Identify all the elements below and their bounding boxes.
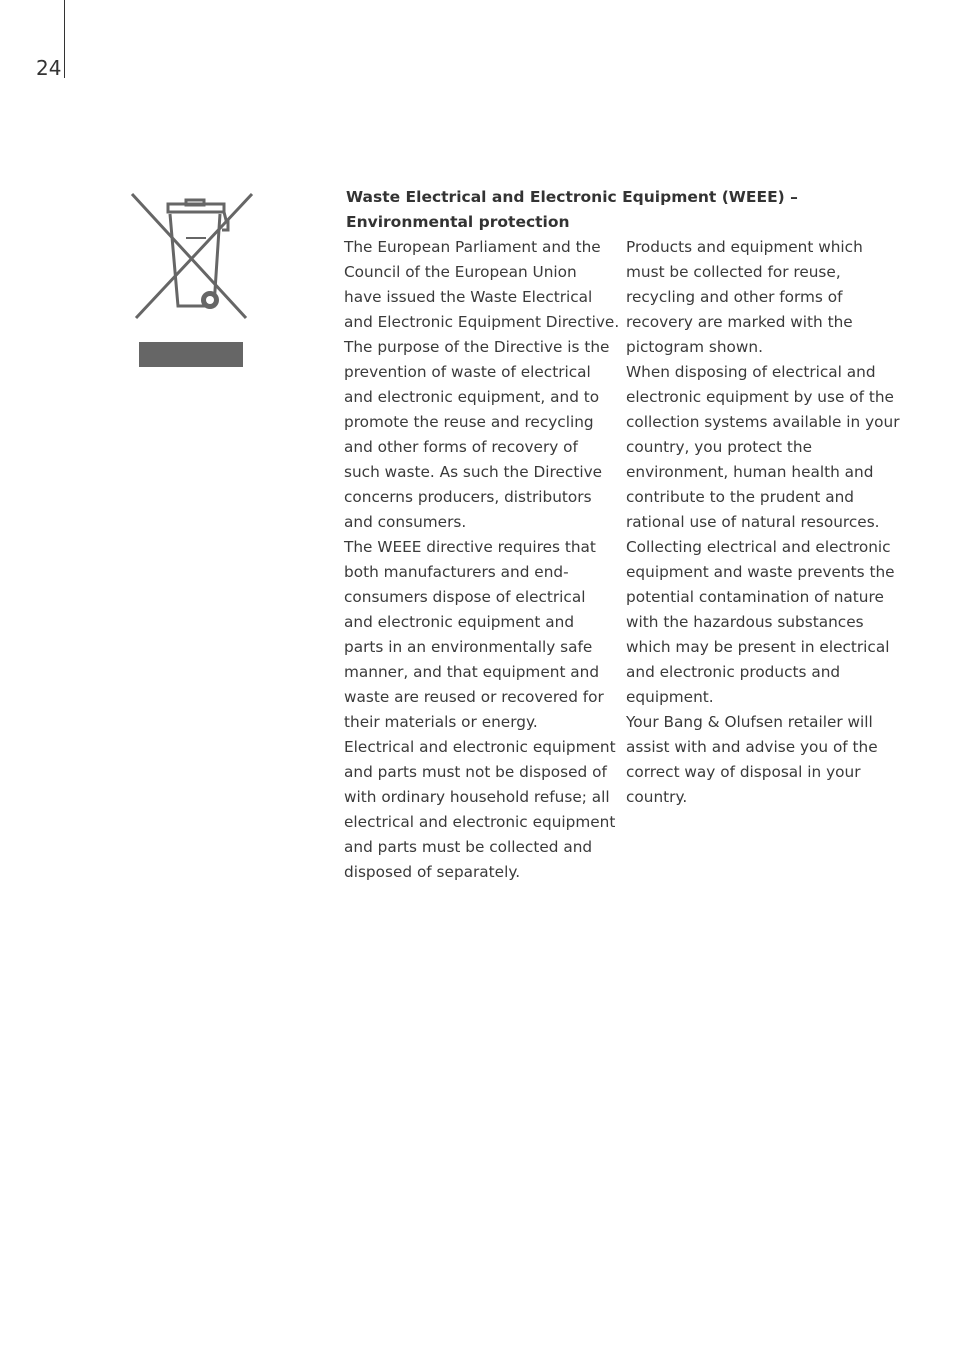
text-line: correct way of disposal in your bbox=[626, 763, 861, 781]
right-text-column bbox=[626, 235, 900, 810]
text-line: have issued the Waste Electrical bbox=[344, 288, 593, 306]
section-heading bbox=[346, 185, 866, 235]
text-line: and other forms of recovery of bbox=[344, 438, 578, 456]
text-line: and parts must be collected and bbox=[344, 838, 593, 856]
text-line: country, you protect the bbox=[626, 438, 812, 456]
text-line: prevention of waste of electrical bbox=[344, 363, 591, 381]
text-line: both manufacturers and end- bbox=[344, 563, 569, 581]
paragraph bbox=[344, 235, 620, 335]
heading-line: Environmental protection bbox=[346, 213, 570, 231]
text-line: with the hazardous substances bbox=[626, 613, 864, 631]
text-line: potential contamination of nature bbox=[626, 588, 884, 606]
text-line: Your Bang & Olufsen retailer will bbox=[626, 713, 873, 731]
paragraph bbox=[344, 335, 614, 535]
left-text-column bbox=[344, 235, 620, 885]
text-line: environment, human health and bbox=[626, 463, 874, 481]
text-line: When disposing of electrical and bbox=[626, 363, 876, 381]
text-line: rational use of natural resources. bbox=[626, 513, 880, 531]
paragraph bbox=[344, 735, 614, 885]
text-line: with ordinary household refuse; all bbox=[344, 788, 610, 806]
text-line: Council of the European Union bbox=[344, 263, 577, 281]
text-line: The purpose of the Directive is the bbox=[344, 338, 610, 356]
text-line: country. bbox=[626, 788, 688, 806]
text-line: recycling and other forms of bbox=[626, 288, 843, 306]
paragraph bbox=[626, 235, 896, 360]
text-line: contribute to the prudent and bbox=[626, 488, 855, 506]
text-line: and electronic equipment and bbox=[344, 613, 575, 631]
text-line: equipment and waste prevents the bbox=[626, 563, 895, 581]
text-line: pictogram shown. bbox=[626, 338, 763, 356]
text-line: collection systems available in your bbox=[626, 413, 900, 431]
text-line: such waste. As such the Directive bbox=[344, 463, 603, 481]
text-line: assist with and advise you of the bbox=[626, 738, 878, 756]
paragraph bbox=[344, 535, 614, 735]
text-line: Electrical and electronic equipment bbox=[344, 738, 616, 756]
text-line: Products and equipment which bbox=[626, 238, 863, 256]
text-line: must be collected for reuse, bbox=[626, 263, 841, 281]
paragraph bbox=[626, 710, 896, 810]
text-line: their materials or energy. bbox=[344, 713, 538, 731]
heading-line: Waste Electrical and Electronic Equipment (WEEE) – bbox=[346, 188, 798, 206]
text-line: and Electronic Equipment Directive. bbox=[344, 313, 620, 331]
text-line: which may be present in electrical bbox=[626, 638, 890, 656]
text-line: parts in an environmentally safe bbox=[344, 638, 593, 656]
text-line: concerns producers, distributors bbox=[344, 488, 592, 506]
text-line: electronic equipment by use of the bbox=[626, 388, 894, 406]
text-line: consumers dispose of electrical bbox=[344, 588, 586, 606]
text-line: and consumers. bbox=[344, 513, 467, 531]
text-line: promote the reuse and recycling bbox=[344, 413, 594, 431]
crossed-out-wheelie-bin-icon bbox=[128, 190, 256, 370]
text-line: and parts must not be disposed of bbox=[344, 763, 607, 781]
text-line: The WEEE directive requires that bbox=[344, 538, 596, 556]
text-line: The European Parliament and the bbox=[344, 238, 601, 256]
text-line: waste are reused or recovered for bbox=[344, 688, 604, 706]
text-line: Collecting electrical and electronic bbox=[626, 538, 891, 556]
page-number: 24 bbox=[36, 56, 62, 80]
text-line: electrical and electronic equipment bbox=[344, 813, 616, 831]
text-line: disposed of separately. bbox=[344, 863, 521, 881]
text-line: recovery are marked with the bbox=[626, 313, 853, 331]
text-line: and electronic equipment, and to bbox=[344, 388, 600, 406]
paragraph bbox=[626, 360, 900, 535]
margin-rule bbox=[64, 0, 65, 78]
text-line: and electronic products and bbox=[626, 663, 841, 681]
text-line: manner, and that equipment and bbox=[344, 663, 600, 681]
paragraph bbox=[626, 535, 896, 710]
text-line: equipment. bbox=[626, 688, 714, 706]
